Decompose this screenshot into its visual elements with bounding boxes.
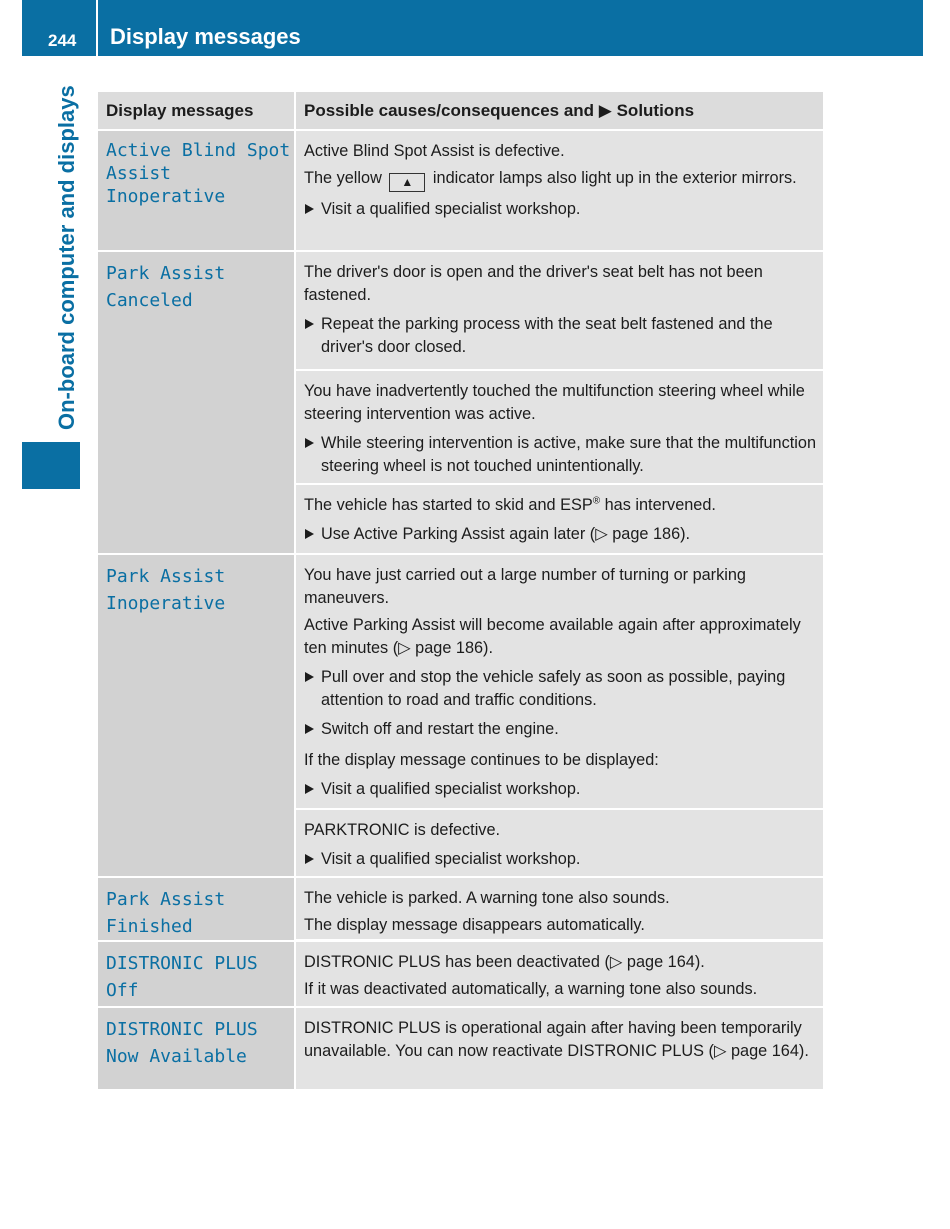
causes-solutions-cell xyxy=(296,942,823,1006)
cause-block xyxy=(296,878,823,939)
solution-step: Use Active Parking Assist again later (▷ page 186). xyxy=(304,523,817,546)
header-divider xyxy=(96,0,98,56)
cause-block xyxy=(296,808,823,876)
cause-block xyxy=(296,555,823,808)
causes-solutions-cell xyxy=(296,131,823,250)
display-message-line: Park Assist xyxy=(106,889,226,910)
cause-text xyxy=(304,494,817,517)
cause-text: Active Blind Spot Assist is defective. xyxy=(304,142,565,160)
column-header-display-messages: Display messages xyxy=(98,92,296,129)
cause-block xyxy=(296,131,823,250)
page-title: Display messages xyxy=(110,24,301,49)
cause-text-part: has intervened. xyxy=(600,496,716,514)
display-message-cell xyxy=(98,878,296,940)
cause-text: You have inadvertently touched the multifunction steering wheel while steering intervention was active. xyxy=(304,382,805,423)
registered-mark: ® xyxy=(592,495,601,507)
table-row xyxy=(98,129,823,250)
cause-text: Active Parking Assist will become available again after approximately ten minutes (▷ page 186). xyxy=(304,616,801,657)
display-message-line: Finished xyxy=(106,916,193,937)
display-message-line: DISTRONIC PLUS xyxy=(106,1019,258,1040)
cause-text: PARKTRONIC is defective. xyxy=(304,821,501,839)
warning-triangle-icon: ▲ xyxy=(389,173,425,192)
cause-block xyxy=(296,1008,823,1089)
section-tab-marker xyxy=(22,442,80,489)
solution-step: While steering intervention is active, make sure that the multifunction steering wheel is not touched unintentionally. xyxy=(304,432,817,478)
table-row xyxy=(98,553,823,876)
display-message-cell xyxy=(98,252,296,553)
causes-solutions-cell xyxy=(296,252,823,553)
column-header-causes-solutions: Possible causes/consequences and ▶ Solutions xyxy=(296,92,823,129)
cause-text-part: The vehicle has started to skid and ESP xyxy=(304,496,593,514)
display-message-line: Park Assist xyxy=(106,263,226,284)
cause-text: If the display message continues to be displayed: xyxy=(304,751,659,769)
display-message-cell xyxy=(98,555,296,876)
table-row xyxy=(98,1006,823,1089)
section-side-label: On-board computer and displays xyxy=(54,85,79,430)
solution-step: Switch off and restart the engine. xyxy=(304,718,817,741)
display-message-line: Assist Inoperative xyxy=(106,163,226,207)
solution-step: Visit a qualified specialist workshop. xyxy=(304,198,817,221)
display-message-line: Active Blind Spot xyxy=(106,140,291,161)
solution-step: Visit a qualified specialist workshop. xyxy=(304,778,817,801)
cause-block xyxy=(296,942,823,1006)
cause-text: DISTRONIC PLUS is operational again after having been temporarily unavailable. You can now reactivate DISTRONIC PLUS (▷ page 164). xyxy=(304,1019,809,1060)
causes-solutions-cell xyxy=(296,878,823,940)
cause-block xyxy=(296,369,823,483)
table-row xyxy=(98,940,823,1006)
cause-text: You have just carried out a large number of turning or parking maneuvers. xyxy=(304,566,746,607)
causes-solutions-cell xyxy=(296,555,823,876)
display-message-line: DISTRONIC PLUS xyxy=(106,953,258,974)
cause-text: DISTRONIC PLUS has been deactivated (▷ page 164). xyxy=(304,953,705,971)
table-row xyxy=(98,876,823,940)
display-message-line: Inoperative xyxy=(106,593,226,614)
display-message-cell xyxy=(98,131,296,250)
cause-block xyxy=(296,483,823,553)
display-message-line: Now Available xyxy=(106,1046,247,1067)
cause-text: The driver's door is open and the driver's seat belt has not been fastened. xyxy=(304,263,763,304)
display-message-line: Park Assist xyxy=(106,566,226,587)
display-message-line: Canceled xyxy=(106,290,193,311)
display-messages-table xyxy=(98,92,823,1089)
cause-text: If it was deactivated automatically, a warning tone also sounds. xyxy=(304,980,758,998)
cause-text-part: The yellow xyxy=(304,169,382,187)
page-number: 244 xyxy=(48,31,77,50)
cause-block xyxy=(296,252,823,369)
causes-solutions-cell xyxy=(296,1008,823,1089)
cause-text xyxy=(304,167,817,192)
display-message-cell xyxy=(98,942,296,1006)
cause-text: The display message disappears automatically. xyxy=(304,916,645,934)
table-row xyxy=(98,250,823,553)
cause-text-part: indicator lamps also light up in the exterior mirrors. xyxy=(432,169,797,187)
display-message-cell xyxy=(98,1008,296,1089)
solution-step: Visit a qualified specialist workshop. xyxy=(304,848,817,871)
solution-step: Pull over and stop the vehicle safely as soon as possible, paying attention to road and traffic conditions. xyxy=(304,666,817,712)
cause-text: The vehicle is parked. A warning tone also sounds. xyxy=(304,889,670,907)
table-header-row xyxy=(98,92,823,129)
display-message-line: Off xyxy=(106,980,139,1001)
solution-step: Repeat the parking process with the seat belt fastened and the driver's door closed. xyxy=(304,313,817,359)
